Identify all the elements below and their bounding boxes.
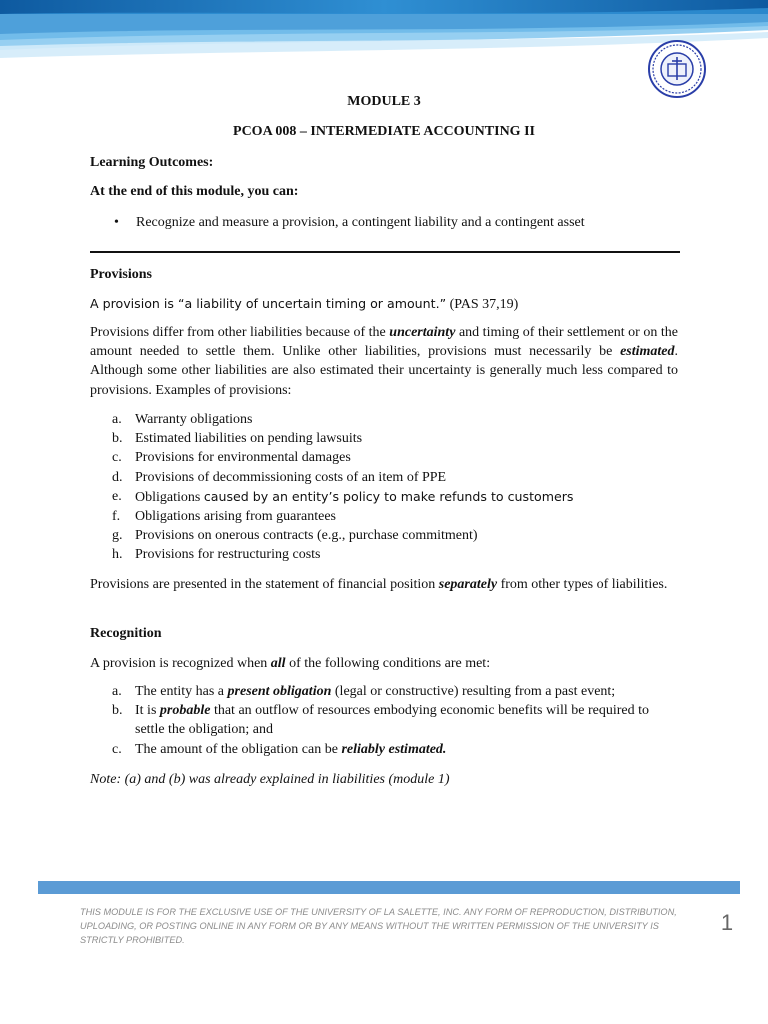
list-marker: h. <box>112 547 123 563</box>
list-marker: b. <box>112 431 123 447</box>
emphasis-separately: separately <box>438 577 498 592</box>
list-item <box>90 545 678 564</box>
paragraph-text: of the following conditions are met: <box>285 656 491 671</box>
recognition-conditions-list <box>90 682 678 759</box>
list-item-text: Estimated liabilities on pending lawsuits <box>135 431 363 447</box>
list-marker: c. <box>112 450 122 466</box>
emphasis-reliably-estimated: reliably estimated. <box>341 741 447 757</box>
university-seal-logo <box>648 40 706 98</box>
outcomes-intro: At the end of this module, you can: <box>90 184 299 199</box>
provisions-heading: Provisions <box>90 267 152 282</box>
section-divider <box>90 251 680 253</box>
emphasis-estimated: estimated <box>620 344 675 360</box>
list-item <box>90 526 678 545</box>
list-item-text: that an outflow of resources embodying economic benefits will be required to settle the obligation; and <box>135 703 649 738</box>
list-item <box>90 682 678 701</box>
copyright-notice: THIS MODULE IS FOR THE EXCLUSIVE USE OF THE UNIVERSITY OF LA SALETTE, INC. ANY FORM OF REPRODUCTION, DISTRIBUTION, UPLOADING, OR POSTING ONLINE IN ANY FORM OR BY ANY MEANS WITHOUT THE WRITTEN PERMISSION OF THE UNIVERSITY IS STRICTLY PROHIBITED. <box>80 907 677 945</box>
list-item-text: Provisions on onerous contracts (e.g., purchase commitment) <box>135 528 478 544</box>
recognition-intro <box>90 654 678 673</box>
list-item <box>90 487 678 507</box>
definition-quote: “a liability of uncertain timing or amount.” <box>177 296 447 311</box>
list-item-text: The entity has a <box>135 684 228 699</box>
list-marker: e. <box>112 488 122 504</box>
list-marker: d. <box>112 469 123 485</box>
list-item-text: Provisions of decommissioning costs of an item of PPE <box>135 469 447 485</box>
paragraph-text: A provision is recognized when <box>90 656 271 671</box>
provision-examples-list <box>90 410 678 565</box>
outcomes-list <box>90 213 678 232</box>
list-item <box>90 740 678 759</box>
list-item-text: Warranty obligations <box>135 412 253 427</box>
paragraph-text: and timing of their settlement or on the amount needed to settle them. Unlike other liabilities, provisions must necessarily be <box>90 325 678 360</box>
emphasis-present-obligation: present obligation <box>227 684 332 699</box>
list-item <box>90 468 678 487</box>
list-item <box>90 507 678 526</box>
list-marker: b. <box>112 703 123 719</box>
list-item <box>90 410 678 429</box>
list-marker: c. <box>112 741 122 757</box>
page-number: 1 <box>720 910 734 935</box>
list-item-text: Provisions for environmental damages <box>135 450 351 466</box>
learning-outcomes-heading: Learning Outcomes: <box>90 155 214 170</box>
list-item-text: Provisions for restructuring costs <box>135 547 321 563</box>
list-item <box>90 429 678 448</box>
definition-reference: (PAS 37,19) <box>446 297 519 312</box>
provisions-paragraph <box>90 323 678 400</box>
provision-definition <box>90 294 678 314</box>
paragraph-text: Provisions differ from other liabilities because of the <box>90 325 390 340</box>
list-marker: f. <box>112 509 121 525</box>
note-text: Note: (a) and (b) was already explained in liabilities (module 1) <box>90 772 450 787</box>
list-item: • Recognize and measure a provision, a contingent liability and a contingent asset <box>90 213 678 232</box>
list-item-text: Obligations arising from guarantees <box>135 509 337 525</box>
list-marker: g. <box>112 528 123 544</box>
footer-bar <box>38 881 740 894</box>
list-item <box>90 701 678 739</box>
list-marker: a. <box>112 684 122 699</box>
definition-lead: A provision is <box>90 296 178 311</box>
presentation-paragraph <box>90 575 678 594</box>
paragraph-text: from other types of liabilities. <box>497 577 668 592</box>
emphasis-probable: probable <box>159 703 211 719</box>
list-item-text: It is <box>135 703 160 719</box>
emphasis-all: all <box>270 656 286 671</box>
paragraph-text: . Although some other liabilities are also estimated their uncertainty is generally much less compared to provisions. Examples of provisions: <box>90 344 678 398</box>
list-item <box>90 448 678 467</box>
emphasis-uncertainty: uncertainty <box>389 325 456 340</box>
list-item-text: caused by an entity’s policy to make refunds to customers <box>203 488 574 504</box>
list-item-text: The amount of the obligation can be <box>135 741 342 757</box>
recognition-heading: Recognition <box>90 626 162 641</box>
module-title: MODULE 3 <box>347 94 421 109</box>
course-title: PCOA 008 – INTERMEDIATE ACCOUNTING II <box>233 124 535 139</box>
list-item-text: Obligations <box>135 489 204 505</box>
list-item-text: (legal or constructive) resulting from a past event; <box>331 684 616 699</box>
list-marker: a. <box>112 412 122 427</box>
paragraph-text: Provisions are presented in the statement of financial position <box>90 577 439 592</box>
